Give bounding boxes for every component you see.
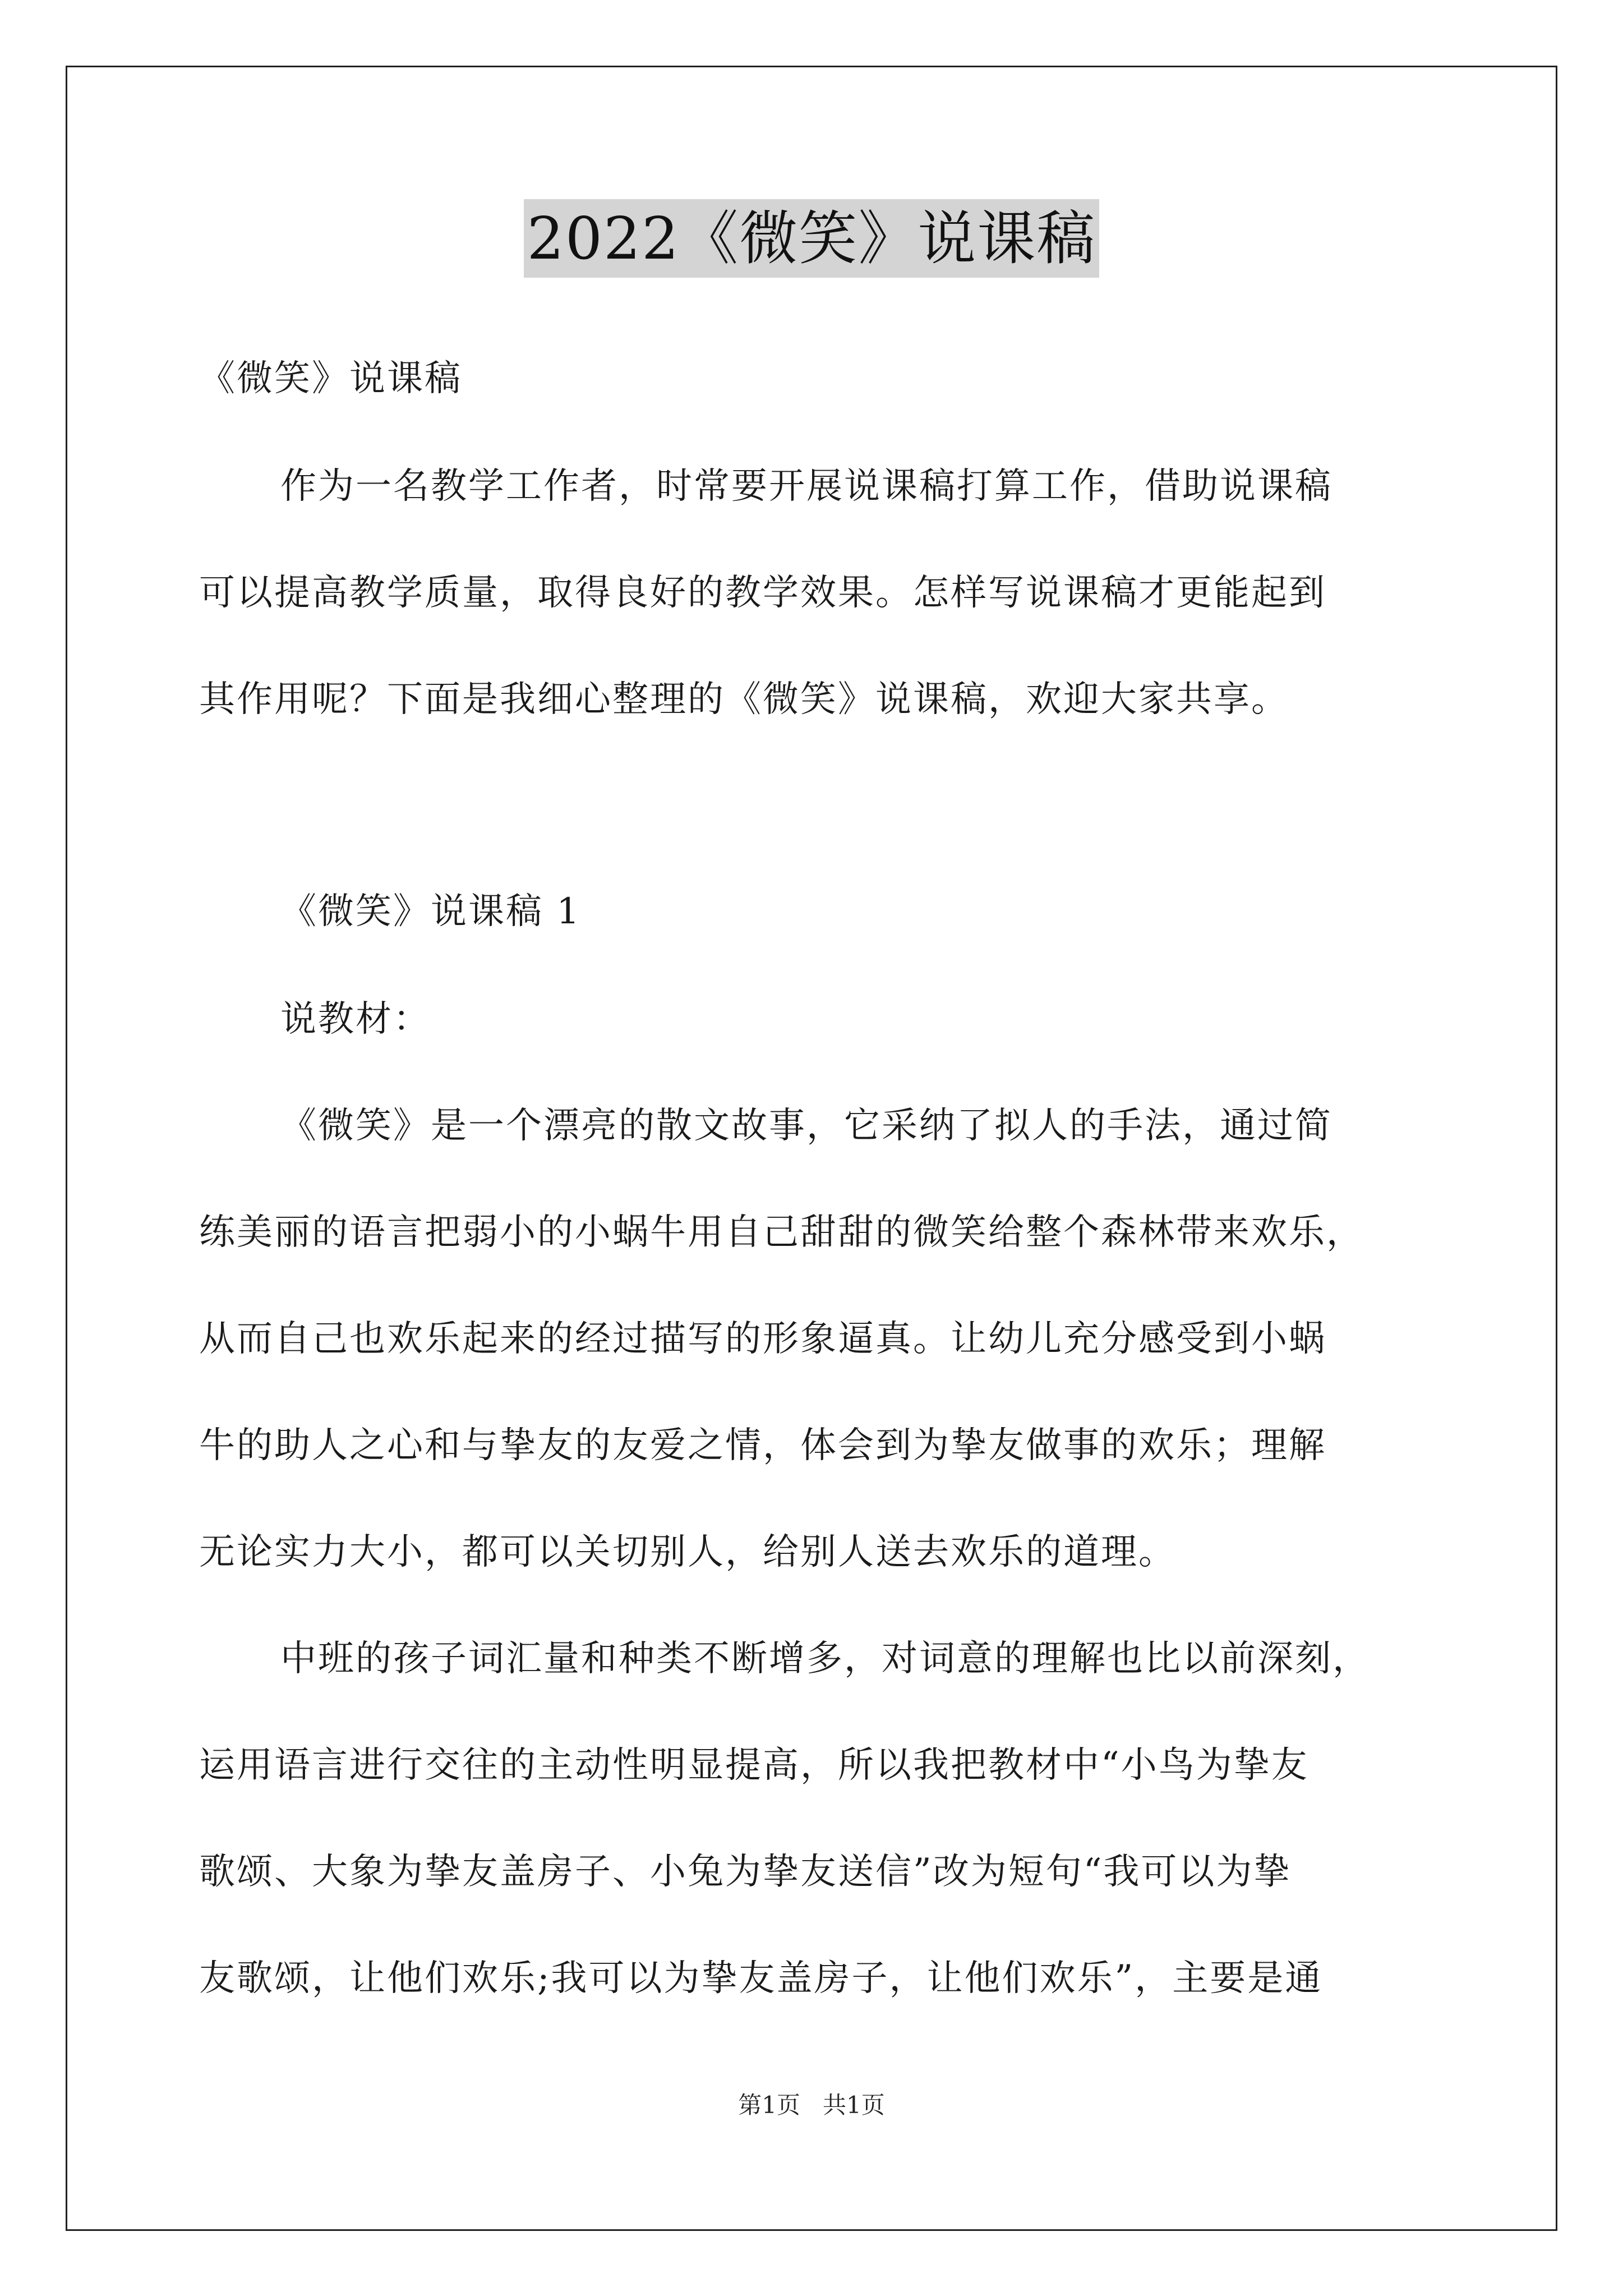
paragraph2-line-1: 中班的孩子词汇量和种类不断增多，对词意的理解也比以前深刻， — [280, 1638, 1370, 1680]
paragraph1-line-2: 练美丽的语言把弱小的小蜗牛用自己甜甜的微笑给整个森林带来欢乐， — [199, 1212, 1364, 1253]
sub-heading: 说教材： — [280, 999, 431, 1040]
paragraph1-line-1: 《微笑》是一个漂亮的散文故事，它采纳了拟人的手法，通过简 — [280, 1105, 1332, 1147]
title-block — [0, 199, 1623, 278]
intro-line-2: 可以提高教学质量，取得良好的教学效果。怎样写说课稿才更能起到 — [199, 572, 1326, 614]
intro-line-3: 其作用呢？下面是我细心整理的《微笑》说课稿，欢迎大家共享。 — [199, 679, 1289, 720]
paragraph1-line-5: 无论实力大小，都可以关切别人，给别人送去欢乐的道理。 — [199, 1531, 1176, 1573]
paragraph2-line-3: 歌颂、大象为挚友盖房子、小兔为挚友送信”改为短句“我可以为挚 — [199, 1851, 1292, 1893]
paragraph1-line-4: 牛的助人之心和与挚友的友爱之情，体会到为挚友做事的欢乐；理解 — [199, 1425, 1326, 1466]
section-heading: 《微笑》说课稿 1 — [280, 891, 582, 932]
document-title: 2022《微笑》说课稿 — [524, 199, 1100, 278]
paragraph1-line-3: 从而自己也欢乐起来的经过描写的形象逼真。让幼儿充分感受到小蜗 — [199, 1318, 1326, 1360]
intro-line-1: 作为一名教学工作者，时常要开展说课稿打算工作，借助说课稿 — [280, 466, 1332, 507]
document-subtitle: 《微笑》说课稿 — [199, 358, 462, 399]
page-footer: 第1页 共1页 — [738, 2091, 885, 2119]
paragraph2-line-2: 运用语言进行交往的主动性明显提高，所以我把教材中“小鸟为挚友 — [199, 1745, 1309, 1786]
paragraph2-line-4: 友歌颂，让他们欢乐;我可以为挚友盖房子，让他们欢乐”，主要是通 — [199, 1958, 1323, 1999]
